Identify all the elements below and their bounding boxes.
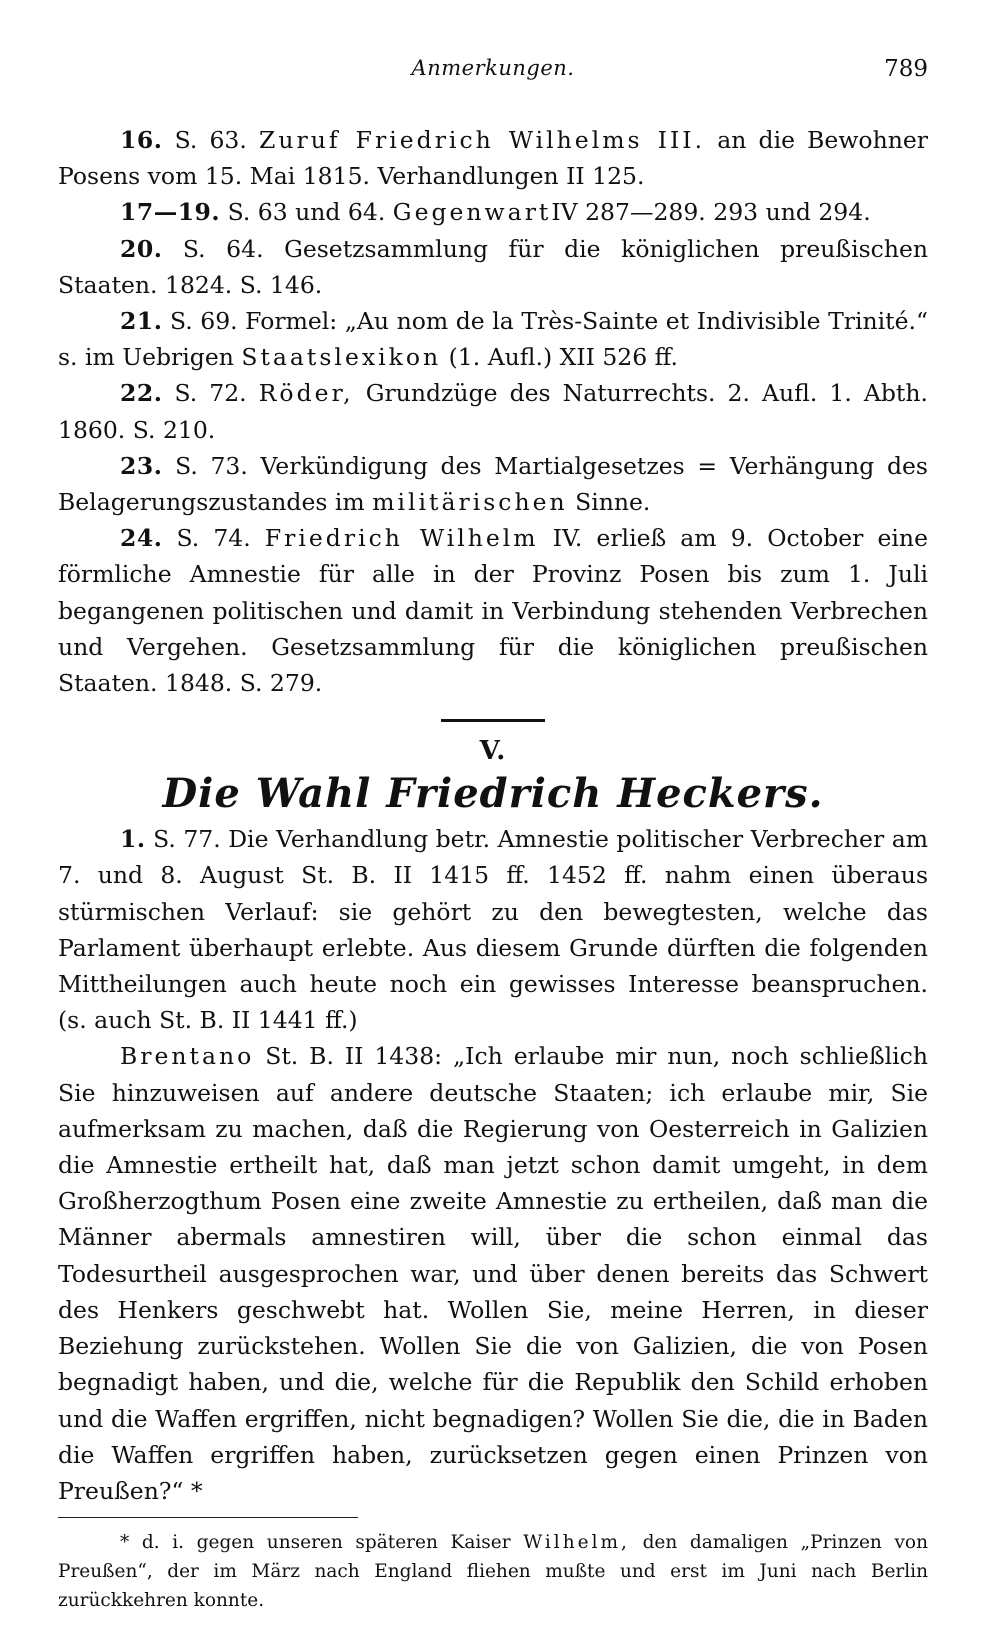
section-divider xyxy=(441,719,545,722)
footnote: * d. i. gegen unseren späteren Kaiser Wilhelm, den damaligen „Prinzen von Preußen“, der im März nach England fliehen mußte und erst im Juni nach Berlin zurückkehren konnte. xyxy=(58,1532,928,1612)
section-note-brentano: Brentano St. B. II 1438: „Ich erlaube mir nun, noch schließlich Sie hinzuweisen auf andere deutsche Staaten; ich erlaube mir, Sie aufmerksam zu machen, daß die Regierung von Oesterreich in Galizien die Amnestie ertheilt hat, daß man jetzt schon damit umgeht, in dem Großherzogthum Posen eine zweite Amnestie zu ertheilen, daß man die Männer abermals amnestiren will, über die schon einmal das Todesurtheil ausgesprochen war, und über denen bereits das Schwert des Henkers geschwebt hat. Wollen Sie, meine Herren, in dieser Beziehung zurückstehen. Wollen Sie die von Galizien, die von Posen begnadigt haben, und die, welche für die Republik den Schild erhoben und die Waffen ergriffen, nicht begnadigen? Wollen Sie die, die in Baden die Waffen ergriffen haben, zurücksetzen gegen einen Prinzen von Preußen?“ * xyxy=(58,1042,928,1505)
endnote-22: 22. S. 72. Röder, Grundzüge des Naturrechts. 2. Aufl. 1. Abth. 1860. S. 210. xyxy=(58,379,928,444)
endnote-20: 20. S. 64. Gesetzsammlung für die königlichen preußischen Staaten. 1824. S. 146. xyxy=(58,234,928,299)
endnote-23: 23. S. 73. Verkündigung des Martialgesetzes = Verhängung des Belagerungszustandes im militärischen Sinne. xyxy=(58,451,928,517)
endnote-21: 21. S. 69. Formel: „Au nom de la Très-Sainte et Indivisible Trinité.“ s. im Uebrigen Staatslexikon (1. Aufl.) XII 526 ff. xyxy=(58,307,928,372)
section-number: V. xyxy=(479,736,507,767)
running-head: Anmerkungen. xyxy=(411,56,575,80)
endnote-24: 24. S. 74. Friedrich Wilhelm IV. erließ am 9. October eine förmliche Amnestie für alle in der Provinz Posen bis zum 1. Juli begangenen politischen und damit in Verbindung stehenden Verbrechen und Vergehen. Gesetzsammlung für die königlichen preußischen Staaten. 1848. S. 279. xyxy=(58,524,928,698)
section-title: Die Wahl Friedrich Heckers. xyxy=(162,770,824,818)
endnote-17-19: 17—19. S. 63 und 64. GegenwartIV 287—289. 293 und 294. xyxy=(120,198,871,227)
page-number: 789 xyxy=(884,56,928,82)
endnotes-block xyxy=(58,122,928,701)
document-page xyxy=(58,56,928,1615)
section-note-1: 1. S. 77. Die Verhandlung betr. Amnestie politischer Verbrecher am 7. und 8. August St. B. II 1415 ff. 1452 ff. nahm einen überaus stürmischen Verlauf: sie gehört zu den bewegtesten, welche das Parlament überhaupt erlebte. Aus diesem Grunde dürften die folgenden Mittheilungen auch heute noch ein gewisses Interesse beanspruchen. (s. auch St. B. II 1441 ff.) xyxy=(58,825,928,1035)
footnote-rule xyxy=(58,1517,358,1518)
section-notes-block xyxy=(58,821,928,1509)
endnote-16: 16. S. 63. Zuruf Friedrich Wilhelms III. an die Bewohner Posens vom 15. Mai 1815. Verhandlungen II 125. xyxy=(58,126,928,191)
page-header xyxy=(58,56,928,96)
